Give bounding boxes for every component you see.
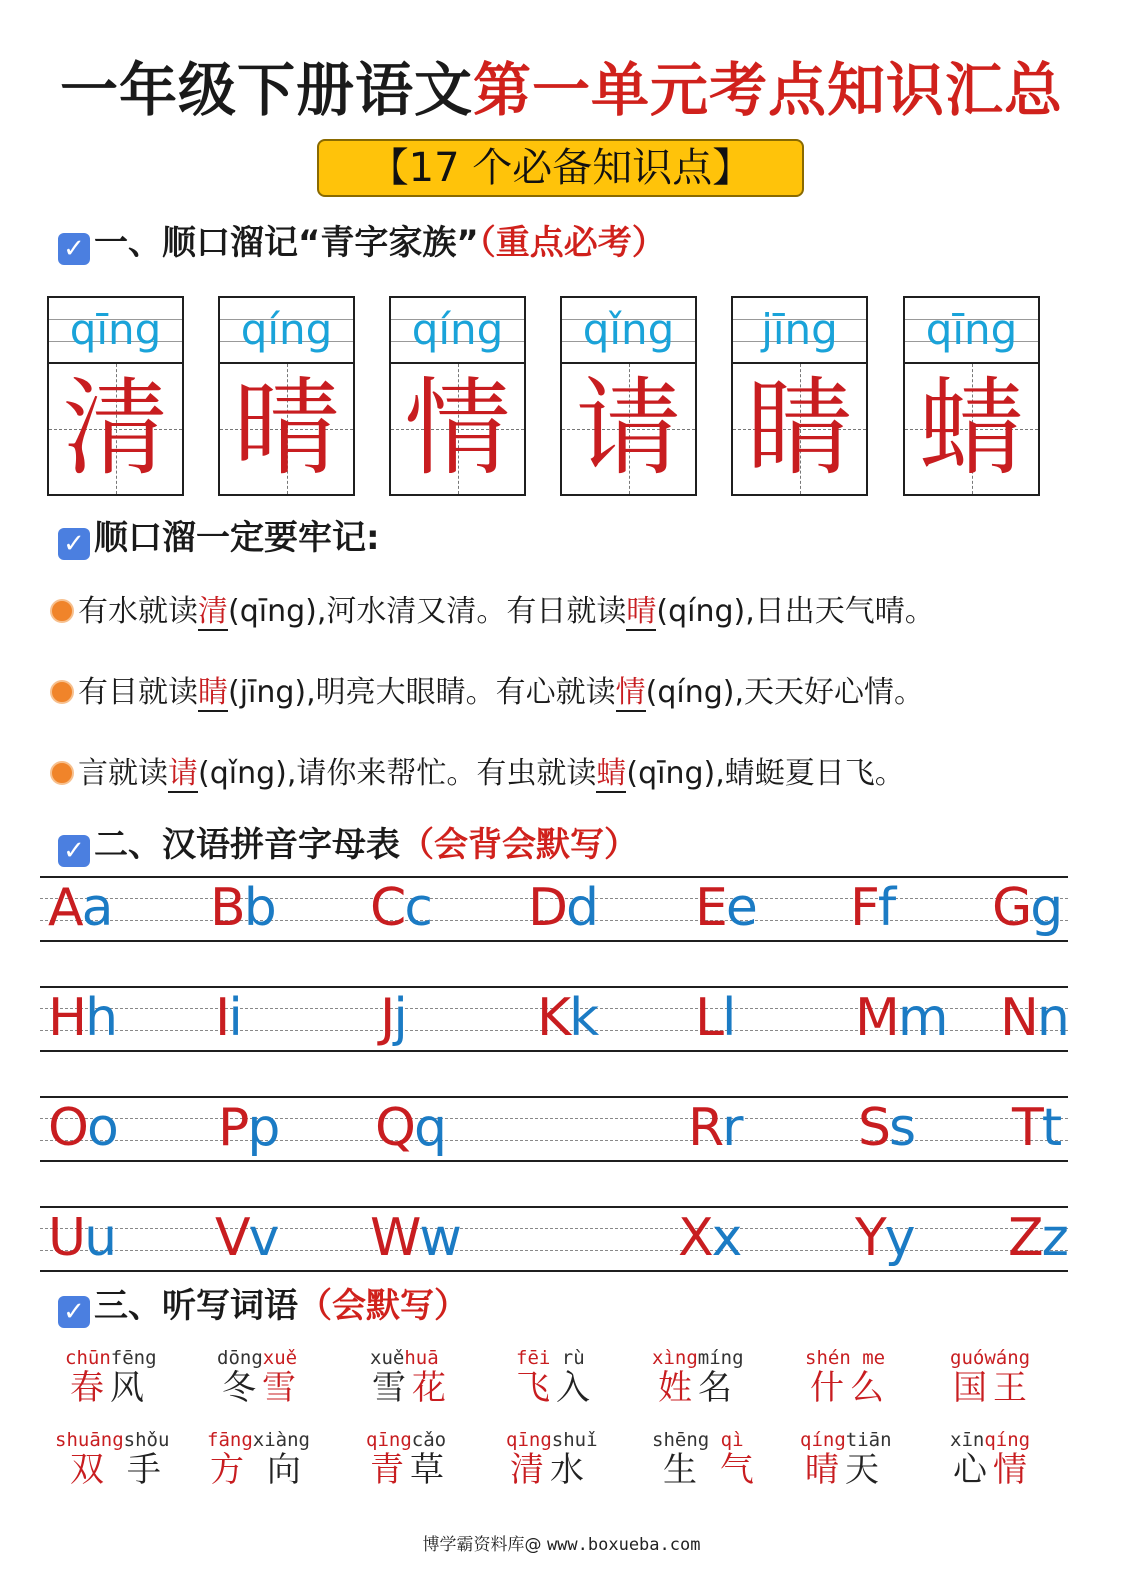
section-1-heading <box>58 219 666 267</box>
letter-pair: Ll <box>695 988 735 1048</box>
footer-url: www.boxueba.com <box>546 1535 701 1555</box>
letter-pair: Aa <box>48 878 112 938</box>
word-pinyin: chūnfēng <box>65 1347 157 1369</box>
card-pinyin: qíng <box>391 298 524 364</box>
alphabet-row <box>40 1206 1068 1272</box>
title-part-2: 第一单元考点知识汇总 <box>473 56 1064 124</box>
word-pinyin: shuāngshǒu <box>55 1429 170 1451</box>
word-pinyin: qíngtiān <box>800 1429 892 1451</box>
word-characters: 冬雪 <box>222 1368 302 1408</box>
rhyme-line <box>50 753 905 795</box>
letter-pair: Oo <box>48 1098 117 1158</box>
word-pinyin: qīngcǎo <box>366 1429 447 1451</box>
character-card <box>731 296 868 496</box>
card-character-cell <box>562 364 695 494</box>
card-character-cell <box>905 364 1038 494</box>
bullet-dot-icon <box>50 680 74 704</box>
checkbox-icon: ✓ <box>58 528 90 560</box>
letter-pair: Nn <box>1000 988 1068 1048</box>
letter-pair: Jj <box>380 988 406 1048</box>
word-characters: 雪花 <box>372 1368 452 1408</box>
bullet-dot-icon <box>50 761 74 785</box>
rhyme-text: (qíng),日出天气晴。 <box>656 594 935 629</box>
word-pinyin: shén me <box>805 1347 886 1369</box>
footer-label: 博学霸资料库@ <box>422 1535 542 1555</box>
letter-pair: Tt <box>1012 1098 1061 1158</box>
letter-pair: Gg <box>992 878 1062 938</box>
rhyme-key-char: 晴 <box>626 594 657 629</box>
word-characters: 春风 <box>70 1368 150 1408</box>
rhyme-text: (qǐng),请你来帮忙。有虫就读 <box>198 756 597 791</box>
rhyme-text: 言就读 <box>78 756 168 791</box>
letter-pair: Zz <box>1008 1208 1067 1268</box>
card-pinyin: qīng <box>49 298 182 364</box>
letter-pair: Ww <box>370 1208 460 1268</box>
rhyme-heading-text: 顺口溜一定要牢记: <box>94 518 380 558</box>
rhyme-key-char: 请 <box>168 756 198 791</box>
word-characters: 清水 <box>510 1450 590 1490</box>
letter-pair: Vv <box>215 1208 278 1268</box>
rhyme-line <box>50 672 924 714</box>
word-pinyin: xīnqíng <box>950 1429 1031 1451</box>
letter-pair: Yy <box>855 1208 914 1268</box>
checkbox-icon: ✓ <box>58 1296 90 1328</box>
card-character: 晴 <box>233 367 340 490</box>
letter-pair: Rr <box>688 1098 742 1158</box>
letter-pair: Uu <box>48 1208 116 1268</box>
rhyme-text: (qīng),蜻蜓夏日飞。 <box>626 756 905 791</box>
card-pinyin: qíng <box>220 298 353 364</box>
section-2-emphasis: （会背会默写） <box>400 825 638 865</box>
letter-pair: Xx <box>678 1208 741 1268</box>
rhyme-text: 有水就读 <box>78 594 198 629</box>
word-characters: 双 手 <box>70 1450 167 1490</box>
character-card <box>389 296 526 496</box>
word-characters: 青草 <box>370 1450 450 1490</box>
rhyme-line <box>50 591 935 633</box>
section-1-emphasis: （重点必考） <box>478 223 666 263</box>
section-2-heading <box>58 821 638 869</box>
letter-pair: Dd <box>528 878 598 938</box>
word-pinyin: qīngshuǐ <box>506 1429 598 1451</box>
alphabet-row <box>40 876 1068 942</box>
card-character-cell <box>391 364 524 494</box>
character-card <box>560 296 697 496</box>
character-card <box>903 296 1040 496</box>
alphabet-row <box>40 1096 1068 1162</box>
card-pinyin: jīng <box>733 298 866 364</box>
letter-pair: Hh <box>48 988 117 1048</box>
bullet-dot-icon <box>50 599 74 623</box>
word-characters: 什么 <box>810 1368 890 1408</box>
letter-pair: Kk <box>537 988 598 1048</box>
word-pinyin: guówáng <box>950 1347 1031 1369</box>
rhyme-key-char: 情 <box>615 675 646 710</box>
card-character: 情 <box>404 367 511 490</box>
card-character-cell <box>220 364 353 494</box>
card-pinyin: qīng <box>905 298 1038 364</box>
word-characters: 晴天 <box>805 1450 885 1490</box>
section-3-emphasis: （会默写） <box>298 1286 468 1326</box>
character-card <box>218 296 355 496</box>
word-pinyin: xìngmíng <box>652 1347 744 1369</box>
word-characters: 心情 <box>953 1450 1033 1490</box>
rhyme-key-char: 睛 <box>198 675 228 710</box>
letter-pair: Cc <box>370 878 431 938</box>
rhyme-text: 有目就读 <box>78 675 198 710</box>
letter-pair: Mm <box>855 988 947 1048</box>
rhyme-text: (jīng),明亮大眼睛。有心就读 <box>228 675 616 710</box>
word-characters: 生 气 <box>663 1450 760 1490</box>
word-characters: 方 向 <box>210 1450 307 1490</box>
section-1-title: 一、顺口溜记“青字家族” <box>94 223 479 263</box>
checkbox-icon: ✓ <box>58 233 90 265</box>
letter-pair: Bb <box>210 878 275 938</box>
section-2-title: 二、汉语拼音字母表 <box>94 825 400 865</box>
checkbox-icon: ✓ <box>58 835 90 867</box>
footer-watermark <box>0 1532 1123 1558</box>
letter-pair: Qq <box>375 1098 445 1158</box>
knowledge-count-badge: 【17 个必备知识点】 <box>317 139 804 197</box>
card-character-cell <box>49 364 182 494</box>
letter-pair: Ss <box>858 1098 915 1158</box>
card-character: 睛 <box>746 367 853 490</box>
card-character-cell <box>733 364 866 494</box>
word-pinyin: fēi rù <box>516 1347 585 1369</box>
section-3-heading <box>58 1282 468 1330</box>
word-pinyin: fāngxiàng <box>207 1429 310 1451</box>
word-characters: 国王 <box>953 1368 1033 1408</box>
letter-pair: Ff <box>850 878 895 938</box>
letter-pair: Ii <box>215 988 241 1048</box>
word-characters: 姓名 <box>658 1368 738 1408</box>
rhyme-text: (qīng),河水清又清。有日就读 <box>228 594 627 629</box>
rhyme-text: (qíng),天天好心情。 <box>645 675 925 710</box>
word-pinyin: shēng qì <box>652 1429 744 1451</box>
title-part-1: 一年级下册语文 <box>59 56 473 124</box>
section-3-title: 三、听写词语 <box>94 1286 298 1326</box>
card-pinyin: qǐng <box>562 298 695 364</box>
alphabet-row <box>40 986 1068 1052</box>
letter-pair: Ee <box>695 878 756 938</box>
rhyme-key-char: 清 <box>198 594 228 629</box>
card-character: 蜻 <box>918 367 1025 490</box>
character-card <box>47 296 184 496</box>
rhyme-heading <box>58 514 380 562</box>
card-character: 清 <box>62 367 169 490</box>
word-characters: 飞入 <box>516 1368 596 1408</box>
letter-pair: Pp <box>218 1098 279 1158</box>
word-pinyin: xuěhuā <box>370 1347 439 1369</box>
card-character: 请 <box>575 367 682 490</box>
page-title <box>0 52 1123 128</box>
rhyme-key-char: 蜻 <box>596 756 627 791</box>
word-pinyin: dōngxuě <box>217 1347 298 1369</box>
